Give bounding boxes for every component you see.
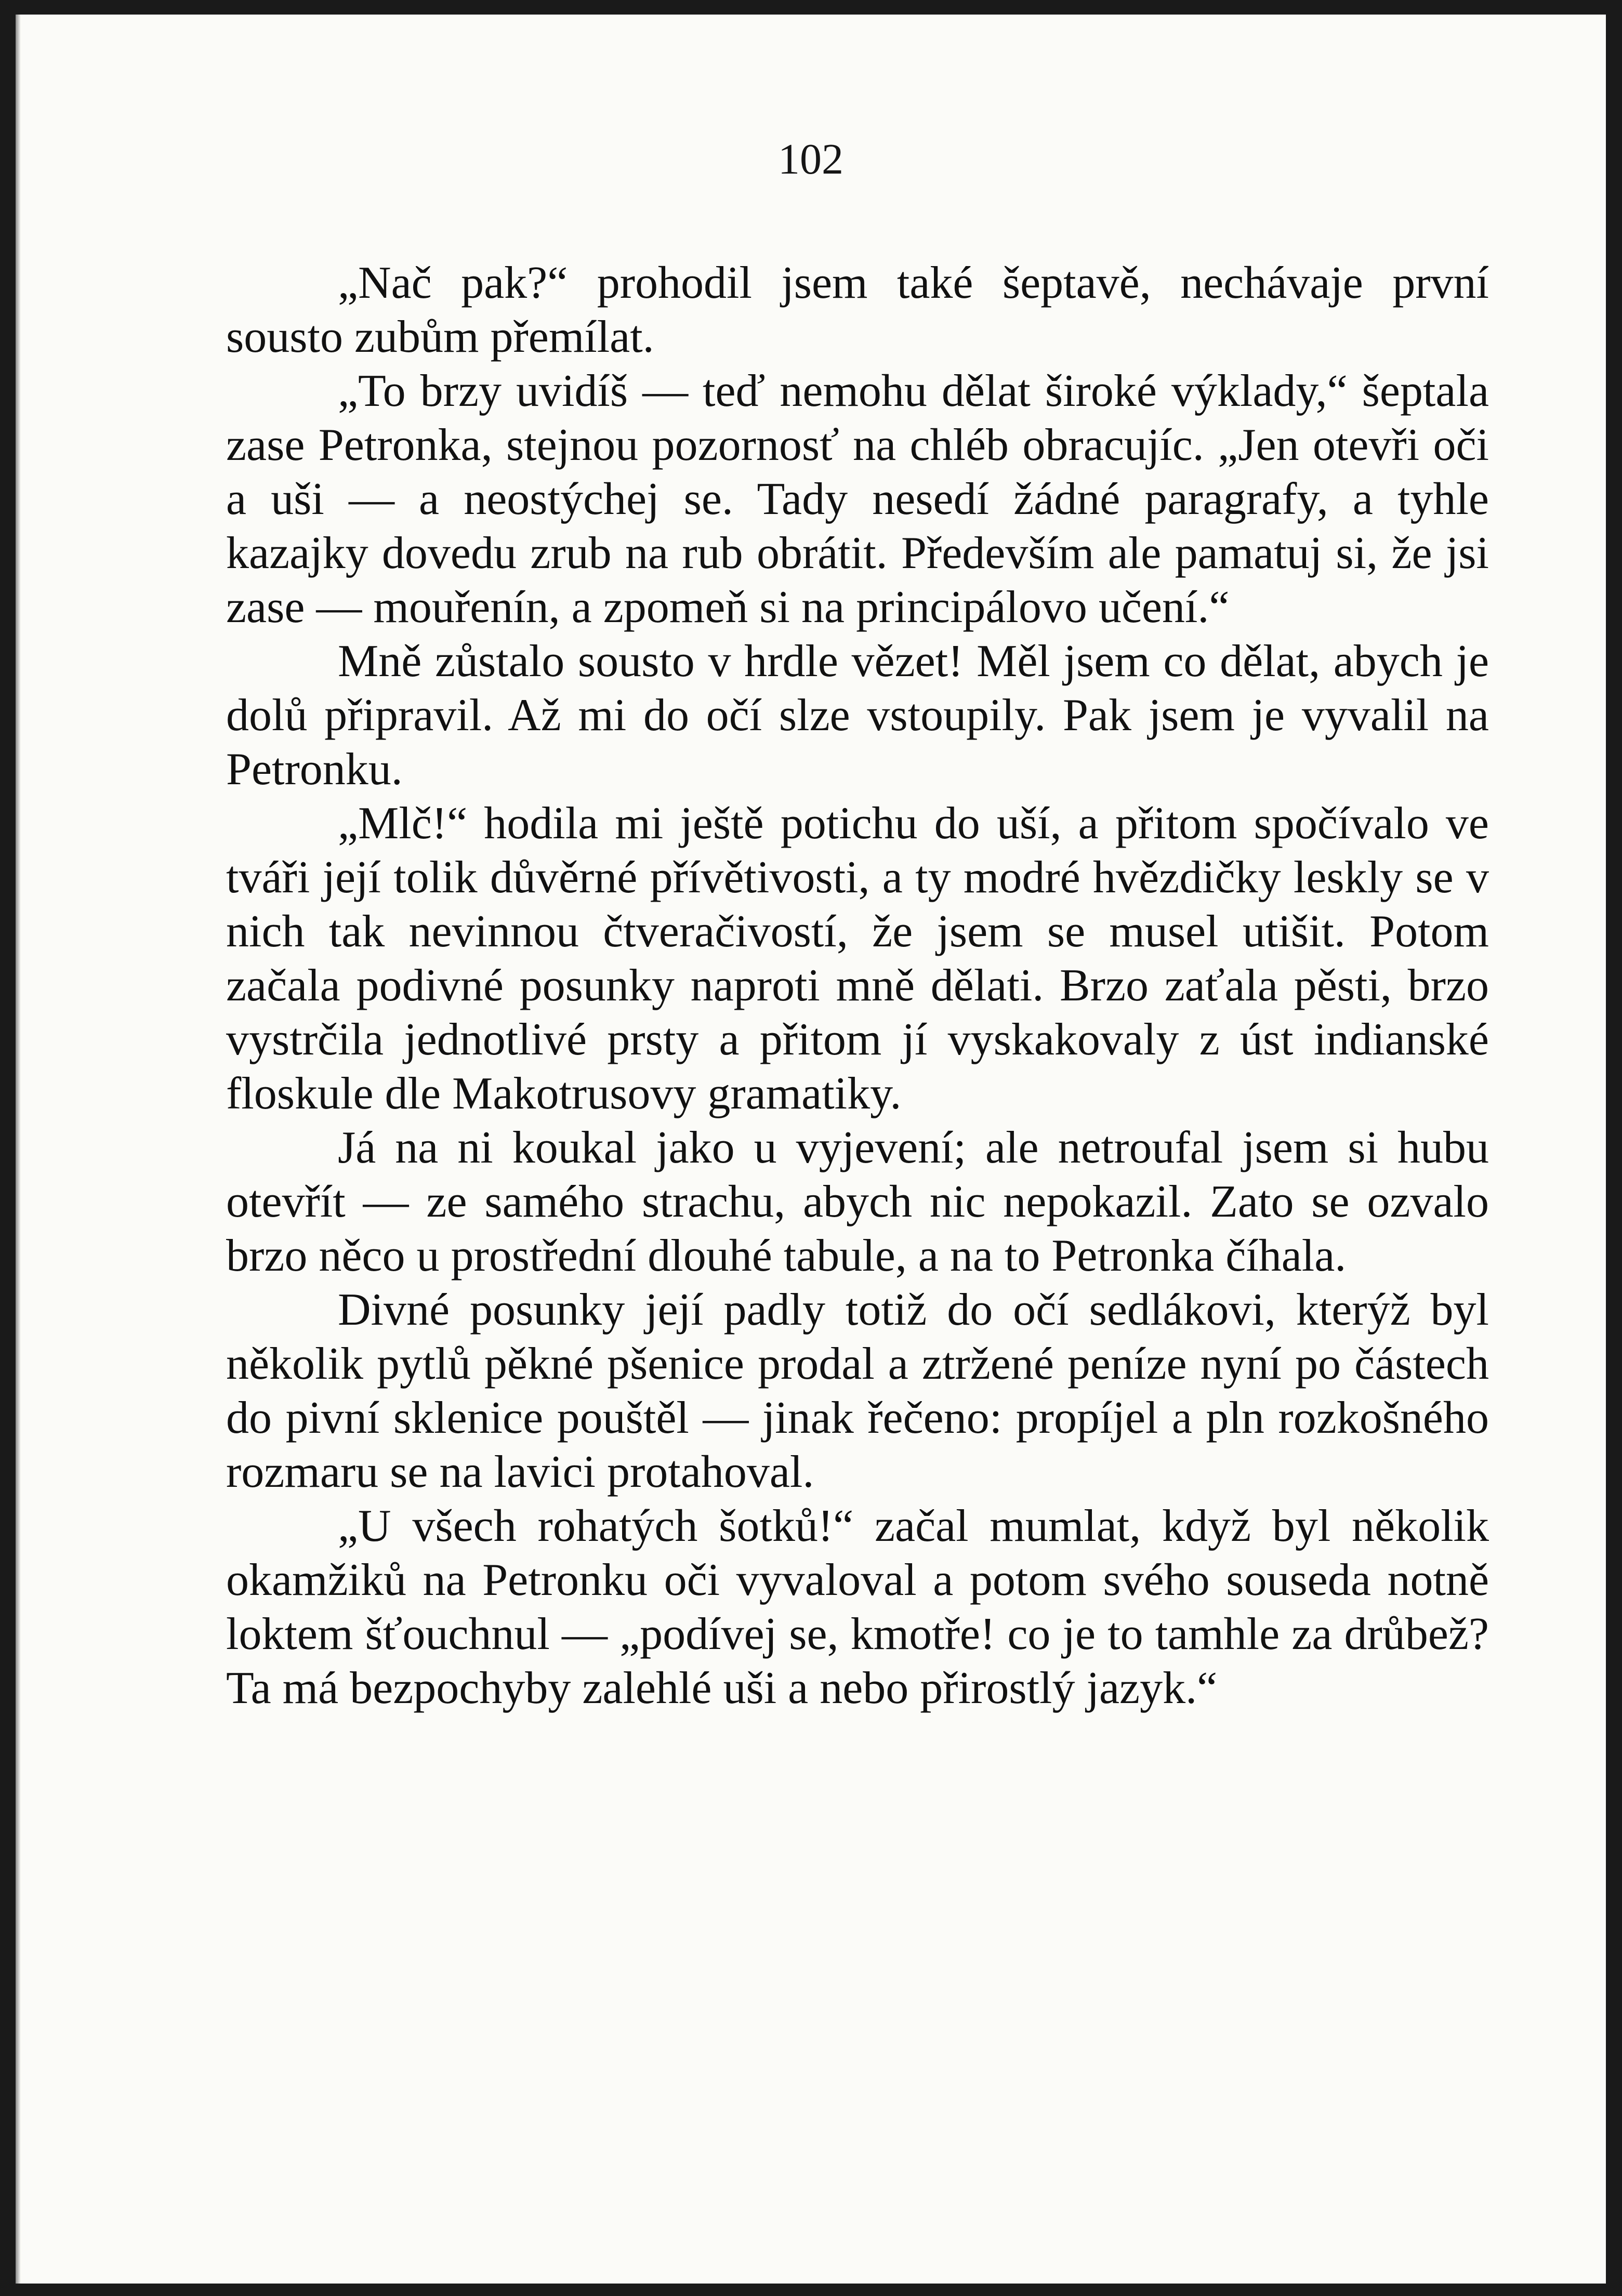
- page-number: 102: [778, 135, 843, 183]
- paragraph: „To brzy uvidíš — teď nemohu dělat široké výklady,“ šeptala zase Petronka, stejnou pozornosť na chléb obracujíc. „Jen otevři oči a uši — a neostýchej se. Tady nesedí žádné paragrafy, a tyhle kazajky dovedu zrub na rub obrátit. Především ale pamatuj si, že jsi zase — mouřenín, a zpomeň si na principálovo učení.“: [226, 366, 1489, 632]
- paragraph: Já na ni koukal jako u vyjevení; ale netroufal jsem si hubu otevřít — ze samého strachu, abych nic nepokazil. Zato se ozvalo brzo něco u prostřední dlouhé tabule, a na to Petronka číhala.: [226, 1123, 1489, 1281]
- body-text: [226, 256, 1489, 1716]
- book-page: [16, 15, 1606, 2284]
- paragraph: Divné posunky její padly totiž do očí sedlákovi, kterýž byl několik pytlů pěkné pšenice prodal a ztržené peníze nyní po částech do pivní sklenice pouštěl — jinak řečeno: propíjel a pln rozkošného rozmaru se na lavici protahoval.: [226, 1285, 1489, 1497]
- paragraph: „Nač pak?“ prohodil jsem také šeptavě, nechávaje první sousto zubům přemílat.: [226, 258, 1489, 362]
- paragraph: Mně zůstalo sousto v hrdle vězet! Měl jsem co dělat, abych je dolů připravil. Až mi do očí slze vstoupily. Pak jsem je vyvalil na Petronku.: [226, 636, 1489, 795]
- page-edge-shadow: [16, 15, 21, 2284]
- paragraph: „U všech rohatých šotků!“ začal mumlat, když byl několik okamžiků na Petronku oči vyvaloval a potom svého souseda notně loktem šťouchnul — „podívej se, kmotře! co je to tamhle za drůbež? Ta má bezpochyby zalehlé uši a nebo přirostlý jazyk.“: [226, 1501, 1489, 1713]
- paragraph: „Mlč!“ hodila mi ještě potichu do uší, a přitom spočívalo ve tváři její tolik důvěrné přívětivosti, a ty modré hvězdičky leskly se v nich tak nevinnou čtveračivostí, že jsem se musel utišit. Potom začala podivné posunky naproti mně dělati. Brzo zaťala pěsti, brzo vystrčila jednotlivé prsty a přitom jí vyskakovaly z úst indianské floskule dle Makotrusovy gramatiky.: [226, 798, 1489, 1119]
